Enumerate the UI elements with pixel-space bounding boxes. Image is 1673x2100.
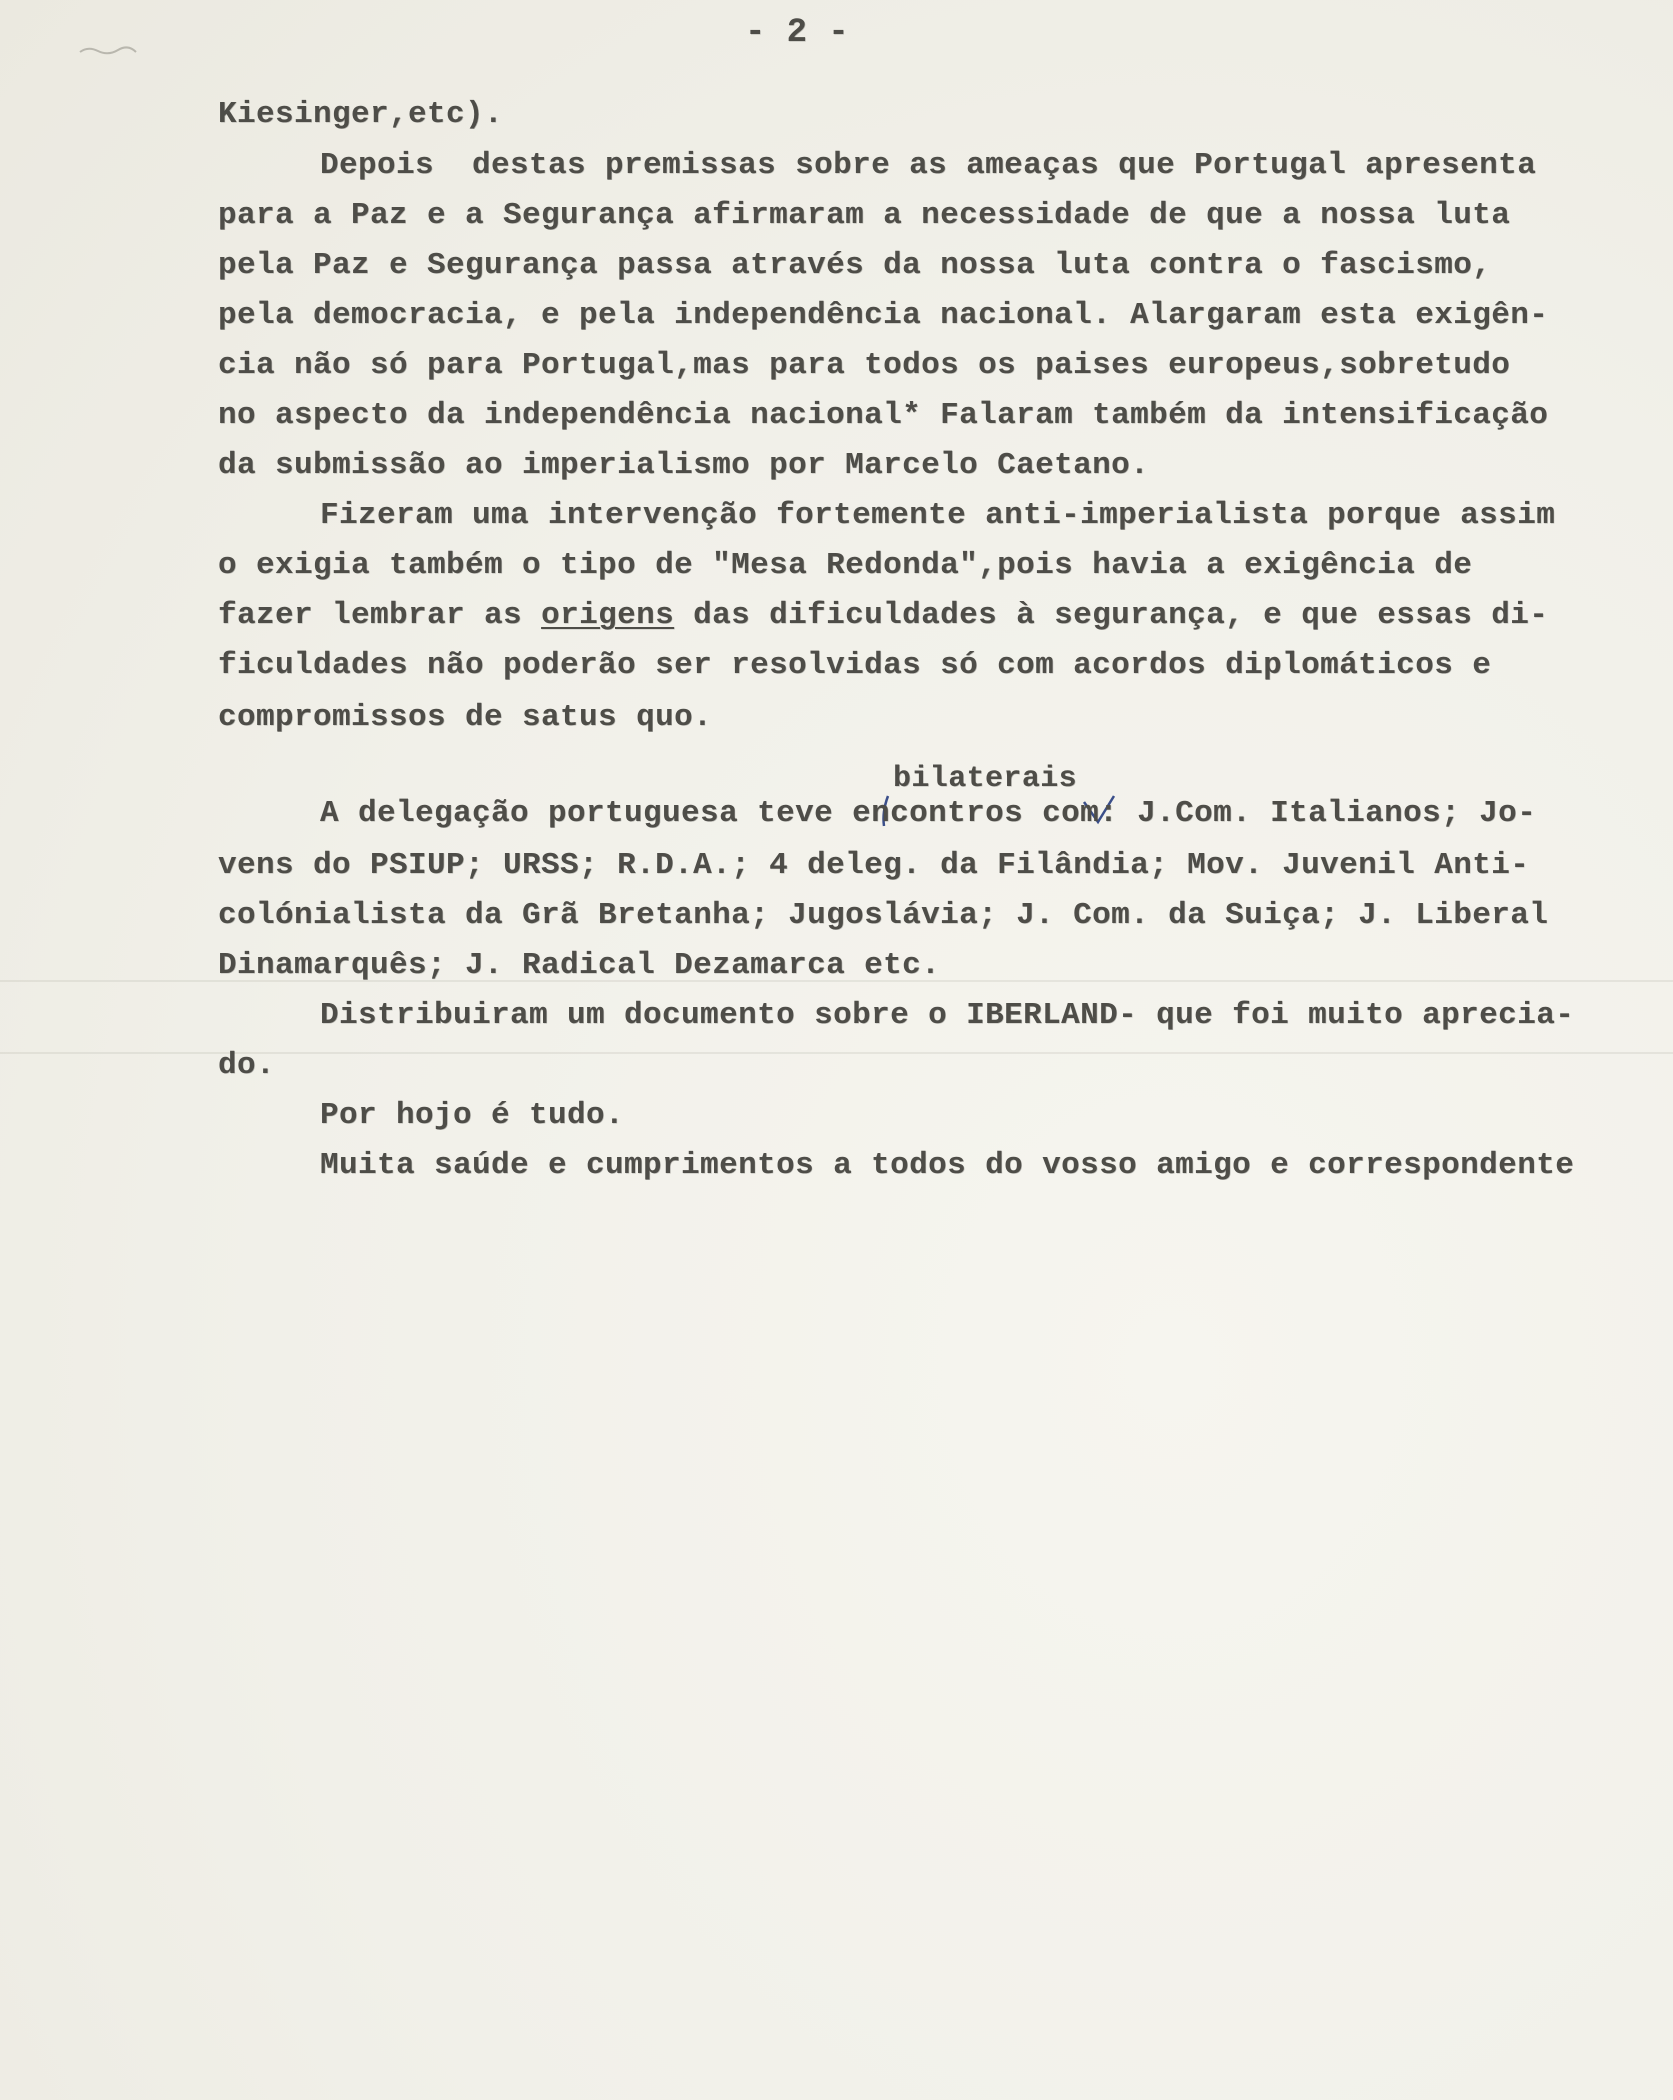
text-line: do.: [218, 1048, 276, 1083]
text-line: da submissão ao imperialismo por Marcelo Caetano.: [218, 448, 1150, 483]
text-line: Por hojo é tudo.: [320, 1098, 625, 1133]
page-number: - 2 -: [745, 14, 850, 52]
text-line: pela Paz e Segurança passa através da nossa luta contra o fascismo,: [218, 248, 1492, 283]
underlined-word: origens: [541, 598, 675, 633]
text-line: Muita saúde e cumprimentos a todos do vosso amigo e correspondente: [320, 1148, 1575, 1183]
ink-smudge-mark: [78, 44, 138, 58]
text-line: Fizeram uma intervenção fortemente anti-imperialista porque assim: [320, 498, 1556, 533]
text-line: Distribuiram um documento sobre o IBERLAND- que foi muito apreciа-: [320, 998, 1575, 1033]
text-line: Depois destas premissas sobre as ameaças que Portugal apresenta: [320, 148, 1537, 183]
text-line: o exigia também o tipo de "Mesa Redonda",pois havia a exigência de: [218, 548, 1473, 583]
text-line: pela democracia, e pela independência nacional. Alargaram esta exigên-: [218, 298, 1549, 333]
text-line: [218, 598, 1548, 633]
text-line: Dinamarquês; J. Radical Dezamarca etc.: [218, 948, 941, 983]
text-line: no aspecto da independência nacional* Falaram também da intensificação: [218, 398, 1549, 433]
text-line: Kiesinger,etc).: [218, 97, 504, 132]
text-segment: fazer lembrar as: [218, 598, 542, 633]
text-line: colónialista da Grã Bretanha; Jugoslávia; J. Com. da Suiça; J. Liberal: [218, 898, 1549, 933]
text-line: para a Paz e a Segurança afirmaram a necessidade de que a nossa luta: [218, 198, 1511, 233]
text-line: A delegação portuguesa teve encontros com: J.Com. Italianos; Jo-: [320, 796, 1537, 831]
interlinear-insertion: bilaterais: [893, 762, 1078, 796]
text-line: cia não só para Portugal,mas para todos os paises europeus,sobretudo: [218, 348, 1511, 383]
text-line: ficuldades não poderão ser resolvidas só com acordos diplomáticos e: [218, 648, 1492, 683]
text-line: compromissos de satus quo.: [218, 700, 713, 735]
text-segment: das dificuldades à segurança, e que essas di-: [674, 598, 1549, 633]
text-line: vens do PSIUP; URSS; R.D.A.; 4 deleg. da Filândia; Mov. Juvenil Anti-: [218, 848, 1530, 883]
